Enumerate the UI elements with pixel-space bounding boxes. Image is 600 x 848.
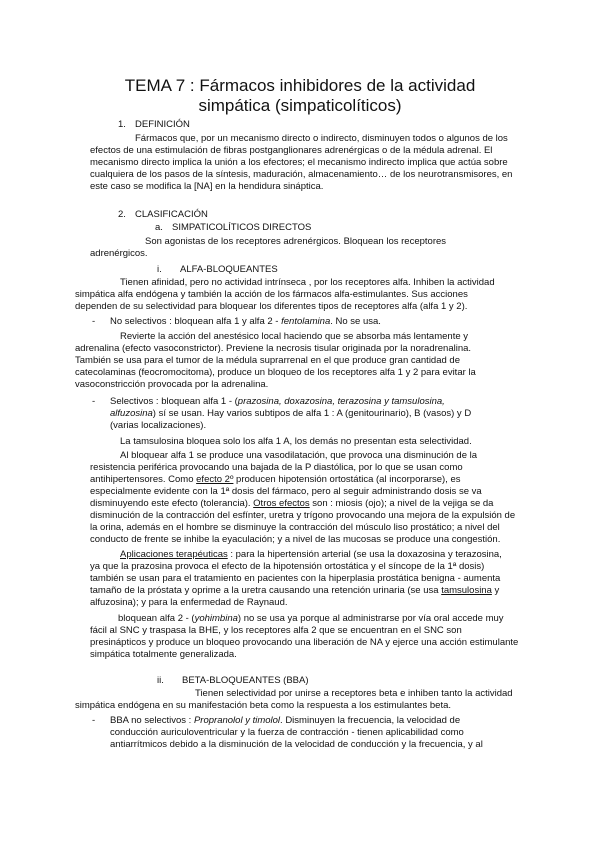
paragraph-line: Revierte la acción del anestésico local haciendo que se absorba más lentamente y [120, 331, 469, 342]
paragraph-line: adrenérgicos. [90, 248, 148, 259]
underlined-term: Otros efectos [253, 498, 310, 509]
subsection-marker: ii. [157, 675, 164, 686]
paragraph-line: presinápticos y produce un bloqueo provocando una liberación de NA y ejerce una acción estimulante [90, 637, 519, 648]
paragraph-line: dependen de su selectividad para bloquear los diferentes tipos de receptores alfa (alfa 1 y 2). [75, 301, 468, 312]
paragraph-line: especialmente evidente con la 1ª dosis del fármaco, pero al seguir administrando dosis se va [90, 486, 482, 497]
subsection-marker: a. [155, 222, 163, 233]
paragraph-line: conducto de frente se inhibe la eyaculación; y a nivel de las mucosas se produce una congestión. [90, 534, 501, 545]
paragraph-line: Fármacos que, por un mecanismo directo o indirecto, disminuyen todos o algunos de los [135, 133, 508, 144]
section-heading-clasificacion: CLASIFICACIÓN [135, 209, 208, 220]
subsection-heading-alfa: ALFA-BLOQUEANTES [180, 264, 278, 275]
paragraph-line: también se usan para el tratamiento en pacientes con la hiperplasia prostática benigna - aumenta [90, 573, 501, 584]
underlined-term: efecto 2º [196, 474, 234, 485]
paragraph-line: antihipertensores. Como efecto 2º producen hipotensión ortostática (al incorporarse), es [90, 474, 461, 485]
paragraph-line: tamaño de la próstata y oprime a la uretra causando una retención urinaria (se usa tamsulosina y [90, 585, 500, 596]
paragraph-line: resistencia periférica provocando una bajada de la P diastólica, por lo que se usan como [90, 462, 463, 473]
paragraph-line: adrenalina (efecto vasoconstrictor). Previene la necrosis tisular originada por la noradrenalina. [75, 343, 472, 354]
paragraph-line: Al bloquear alfa 1 se produce una vasodilatación, que provoca una disminución de la [120, 450, 478, 461]
drug-names: Propranolol y timolol [193, 715, 281, 726]
paragraph-line: disminución de la contracción del esfínter, uretra y trígono provocando una mejora de la expulsión de [90, 510, 516, 521]
paragraph-line: ya que la prazosina provoca el efecto de la hipotensión ortostática y el síncope de la 1ª dosis) [90, 561, 485, 572]
subsection-marker: i. [157, 264, 162, 275]
paragraph-line: antiarrítmicos debido a la disminución de la velocidad de conducción y la frecuencia, y al [110, 739, 483, 750]
paragraph-line: mecanismo directo implica la unión a los efectores; el mecanismo indirecto implica que actúa sobre [90, 157, 508, 168]
list-dash: - [92, 715, 96, 726]
page-title-line-2: simpática (simpaticolíticos) [198, 96, 402, 115]
underlined-term: Aplicaciones terapéuticas [120, 549, 228, 560]
page-title-line-1: TEMA 7 : Fármacos inhibidores de la actividad [124, 76, 476, 95]
paragraph-line: Aplicaciones terapéuticas : para la hipertensión arterial (se usa la doxazosina y terazosina, [120, 549, 502, 560]
paragraph-line: bloquean alfa 2 - (yohimbina) no se usa ya porque al administrarse por vía oral accede muy [118, 613, 504, 624]
subsection-heading: SIMPATICOLÍTICOS DIRECTOS [172, 222, 312, 233]
paragraph-line: fácil al SNC y traspasa la BHE, y los receptores alfa 2 que se encuentran en el SNC son [90, 625, 462, 636]
paragraph-line: vasoconstricción provocada por la adrenalina. [75, 379, 269, 390]
paragraph-line: Son agonistas de los receptores adrenérgicos. Bloquean los receptores [145, 236, 447, 247]
list-dash: - [92, 316, 96, 327]
paragraph-line: (varias localizaciones). [110, 420, 207, 431]
drug-name: alfuzosina [110, 408, 153, 419]
list-dash: - [92, 396, 96, 407]
paragraph-line: disminuyendo este efecto (tolerancia). Otros efectos son : miosis (ojo); a nivel de la vejiga se da [90, 498, 494, 509]
list-item-no-selectivos: No selectivos : bloquean alfa 1 y alfa 2 - fentolamina. No se usa. [110, 316, 381, 327]
paragraph-line: Tienen selectividad por unirse a receptores beta e inhiben tanto la actividad [195, 688, 513, 699]
paragraph-line: conducción auriculoventricular y la fuerza de contracción - tienen aplicabilidad como [110, 727, 464, 738]
paragraph-line: efectos de una estimulación de fibras postganglionares adrenérgicas o de la médula adrenal. El [90, 145, 493, 156]
paragraph-line: También se usa para el tumor de la médula suprarrenal en el que produce gran cantidad de [75, 355, 460, 366]
section-heading-definicion: DEFINICIÓN [135, 119, 190, 130]
paragraph-line: alfuzosina); y para la enfermedad de Raynaud. [90, 597, 288, 608]
paragraph-line: simpática endógena en su manifestación beta como la respuesta a los estimulantes beta. [75, 700, 452, 711]
paragraph-line: cualquiera de los pasos de la síntesis, maduración, almacenamiento… de los neurotransmisores, en [90, 169, 513, 180]
paragraph-line: Tienen afinidad, pero no actividad intrínseca , por los receptores alfa. Inhiben la actividad [120, 277, 495, 288]
paragraph-line: simpática alfa endógena y también la acción de los fármacos alfa-estimulantes. Sus acciones [75, 289, 468, 300]
paragraph-line: alfuzosina) sí se usan. Hay varios subtipos de alfa 1 : A (genitourinario), B (vasos) y D [110, 408, 472, 419]
section-number: 1. [118, 119, 126, 130]
drug-name: fentolamina [281, 316, 331, 327]
underlined-term: tamsulosina [441, 585, 492, 596]
section-number: 2. [118, 209, 126, 220]
list-item-bba-no-selectivos: BBA no selectivos : Propranolol y timolol. Disminuyen la frecuencia, la velocidad de [110, 715, 461, 726]
list-item-selectivos: Selectivos : bloquean alfa 1 - (prazosina, doxazosina, terazosina y tamsulosina, [110, 396, 445, 407]
subsection-heading-beta: BETA-BLOQUEANTES (BBA) [182, 675, 309, 686]
paragraph-line: catecolaminas (feocromocitoma), produce un bloqueo de los receptores alfa 1 y 2 para evitar la [75, 367, 476, 378]
drug-names: prazosina, doxazosina, terazosina y tamsulosina, [237, 396, 445, 407]
drug-name: yohimbina [194, 613, 238, 624]
paragraph-line: este caso se modifica la [NA] en la hendidura sináptica. [90, 181, 324, 192]
paragraph-line: La tamsulosina bloquea solo los alfa 1 A, los demás no presentan esta selectividad. [120, 436, 472, 447]
paragraph-line: la orina, además en el hombre se disminuye la contracción del músculo liso prostático; a nivel del [90, 522, 500, 533]
paragraph-line: simpática totalmente generalizada. [90, 649, 237, 660]
